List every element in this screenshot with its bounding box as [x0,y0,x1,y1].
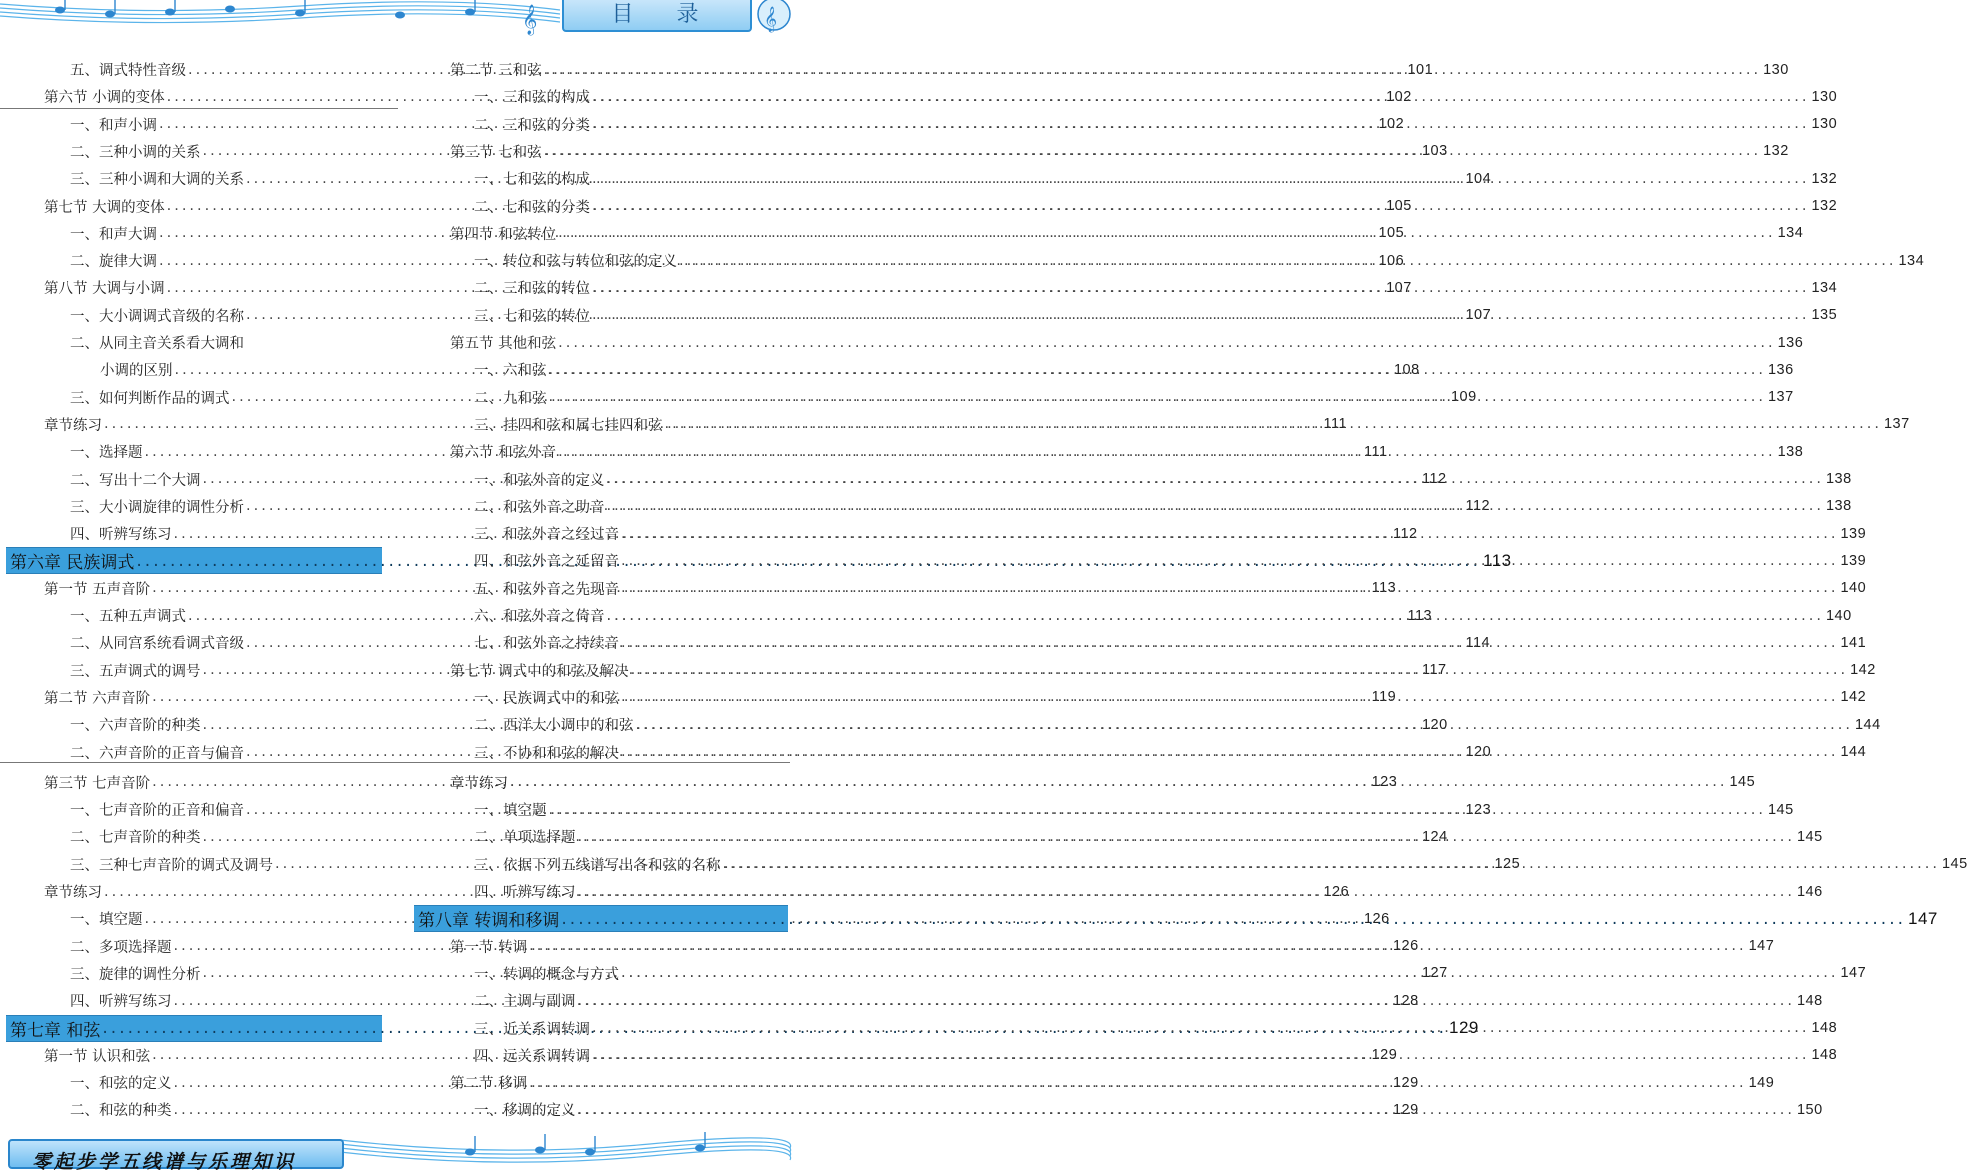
leader-dots [510,774,1727,790]
page-number: 130 [1811,116,1838,133]
leader-dots [592,307,1809,323]
page-number: 101 [1407,61,1434,78]
toc-label: 二、西洋大小调中的和弦 [474,718,634,735]
page-number: 145 [1767,801,1794,818]
page-footer [0,1130,790,1173]
leader-dots [549,362,1766,378]
page-number: 119 [1371,689,1397,706]
page-number: 130 [1811,88,1838,105]
page-number: 144 [1854,716,1881,733]
leader-dots [544,62,1761,78]
page-number: 139 [1840,525,1867,542]
toc-label: 二、六声音阶的正音与偏音 [70,745,244,762]
toc-label: 二、主调与副调 [474,994,576,1011]
leader-dots [636,717,1853,733]
toc-label: 三、挂四和弦和属七挂四和弦 [474,417,663,434]
leader-dots [607,498,1824,514]
page-number: 145 [1729,774,1756,791]
toc-label: 五、调式特性音级 [70,63,186,79]
toc-label: 第七节 调式中的和弦及解决 [450,663,629,680]
page-number: 104 [1465,170,1492,187]
leader-dots [631,662,1848,678]
leader-dots [621,689,1838,705]
leader-dots [558,225,1775,241]
page-number: 125 [1494,856,1521,873]
leader-dots [665,416,1882,432]
page-number: 126 [1363,910,1390,927]
page-number: 114 [1465,634,1491,651]
toc-label: 二、三和弦的分类 [474,117,590,134]
svg-text:𝄞: 𝄞 [764,7,778,32]
leader-dots [679,253,1896,269]
toc-label: 章节练习 [44,885,102,901]
toc-label: 二、从同主音关系看大调和 [70,336,244,352]
page-number: 130 [1763,61,1789,78]
leader-dots [558,444,1775,460]
leader-dots [592,171,1809,187]
leader-dots [592,280,1809,296]
page-number: 108 [1393,361,1420,378]
page-number: 109 [1450,389,1477,406]
page-number: 111 [1323,416,1348,433]
toc-label: 一、填空题 [474,803,547,820]
page-number: 139 [1840,552,1867,569]
leader-dots [607,471,1824,487]
page-number: 132 [1811,170,1838,187]
page-number: 136 [1777,334,1804,351]
toc-label: 一、七声音阶的正音和偏音 [70,803,244,820]
page-number: 102 [1378,116,1405,133]
toc-label: 四、远关系调转调 [474,1048,590,1065]
toc-item[interactable] [70,329,382,356]
page-number: 134 [1777,225,1804,242]
page-number: 127 [1421,965,1448,982]
leader-dots [592,116,1809,132]
page-number: 134 [1811,279,1838,296]
toc-label: 第三节 七声音阶 [44,775,151,792]
toc-label: 三、如何判断作品的调式 [70,390,230,407]
toc-label: 第三节 七和弦 [450,144,542,161]
toc-label: 三、依据下列五线谱写出各和弦的名称 [474,857,721,874]
page-number: 140 [1825,607,1852,624]
toc-label: 三、大小调旋律的调性分析 [70,499,244,516]
toc-label: 三、三种小调和大调的关系 [70,172,244,189]
page-number: 147 [1840,965,1867,982]
toc-label: 二、三种小调的关系 [70,144,201,161]
page-number: 132 [1811,198,1838,214]
leader-dots [544,143,1761,159]
toc-label: 第一节 五声音阶 [44,581,151,598]
page-number: 147 [1908,908,1938,928]
toc-label: 一、民族调式中的和弦 [474,690,619,707]
leader-dots [529,938,1746,954]
toc-label: 四、听辨写练习 [474,885,576,901]
page-number: 113 [1483,550,1512,570]
toc-label: 一、大小调调式音级的名称 [70,308,244,325]
page-number: 136 [1767,361,1794,378]
toc-label: 二、多项选择题 [70,939,172,956]
toc-label: 三、不协和和弦的解决 [474,745,619,762]
page-number: 144 [1840,744,1867,760]
leader-dots [549,802,1766,818]
page-number: 146 [1796,883,1823,900]
toc-label: 二、九和弦 [474,390,547,407]
page-number: 145 [1796,828,1823,845]
page-number: 145 [1941,856,1968,873]
toc-label: 一、和弦的定义 [70,1076,172,1093]
toc-label: 三、三种七声音阶的调式及调号 [70,857,273,874]
divider [0,762,790,763]
page-number: 112 [1392,525,1418,542]
page-number: 112 [1421,471,1447,487]
toc-label: 第七节 大调的变体 [44,199,165,216]
page-number: 129 [1392,1074,1419,1091]
page-number: 107 [1386,279,1412,296]
toc-label: 四、和弦外音之延留音 [474,554,619,571]
page-number: 107 [1465,307,1492,324]
page-number: 149 [1748,1074,1775,1091]
leader-dots [621,526,1838,542]
toc-label: 一、和声小调 [70,117,157,134]
leader-dots [723,856,1940,872]
toc-label: 第二节 六声音阶 [44,690,151,707]
toc-label: 一、六和弦 [474,363,547,380]
toc-label: 二、七声音阶的种类 [70,830,201,847]
toc-label: 第二节 移调 [450,1076,528,1093]
page-number: 112 [1465,498,1491,515]
page-number: 106 [1378,252,1405,269]
leader-dots [578,829,1795,845]
svg-text:𝄞: 𝄞 [522,5,538,35]
page-number: 120 [1421,716,1448,733]
page-number: 111 [1363,443,1388,460]
toc-label: 一、填空题 [70,912,143,929]
leader-dots [592,1047,1809,1063]
page-number: 129 [1392,1101,1419,1118]
page-number: 117 [1421,662,1447,679]
toc-label: 二、旋律大调 [70,254,157,271]
divider [0,108,398,109]
toc-label: 第六节 小调的变体 [44,90,165,107]
page-number: 126 [1323,883,1350,900]
toc-label: 一、五种五声调式 [70,609,186,625]
leader-dots [578,993,1795,1009]
toc-label: 五、和弦外音之先现音 [474,581,619,598]
toc-label: 第八节 大调与小调 [44,281,165,298]
toc-label: 第七章 和弦 [10,1020,101,1041]
page-number: 105 [1386,198,1412,214]
toc-label: 第八章 转调和移调 [418,911,560,932]
page-number: 148 [1811,1047,1838,1064]
page-title: 目 录 [562,0,752,32]
page-number: 126 [1392,938,1419,955]
page-number: 103 [1421,143,1448,160]
toc-label: 一、转调的概念与方式 [474,966,619,983]
toc-label: 一、和弦外音的定义 [474,472,605,489]
leader-dots [529,1075,1746,1091]
page-number: 124 [1421,828,1448,845]
toc-label: 章节练习 [44,417,102,434]
toc-label: 二、和弦的种类 [70,1103,172,1120]
leader-dots [621,744,1838,760]
toc-label: 六、和弦外音之倚音 [474,609,605,625]
leader-dots [578,1102,1795,1118]
page-number: 150 [1796,1101,1823,1118]
leader-dots [621,580,1838,596]
toc-label: 一、移调的定义 [474,1103,576,1120]
toc-label: 三、和弦外音之经过音 [474,527,619,544]
toc-label: 第四节 和弦转位 [450,226,557,243]
toc-label: 一、转位和弦与转位和弦的定义 [474,254,677,271]
page-number: 140 [1840,580,1867,597]
toc-label: 二、从同宫系统看调式音级 [70,636,244,653]
toc-label: 一、三和弦的构成 [474,90,590,107]
toc-label: 三、近关系调转调 [474,1021,590,1038]
toc-label: 第一节 认识和弦 [44,1048,151,1065]
toc-label: 二、七和弦的分类 [474,199,590,216]
toc-label: 第二节 三和弦 [450,63,542,79]
toc-label: 二、三和弦的转位 [474,281,590,298]
page-number: 147 [1748,938,1775,955]
page-number: 135 [1811,307,1838,324]
leader-dots [578,884,1795,900]
toc-label: 二、单项选择题 [474,830,576,847]
toc-section[interactable] [450,329,1804,356]
page-number: 113 [1407,607,1433,624]
toc-label: 七、和弦外音之持续音 [474,636,619,653]
leader-dots [592,1020,1809,1036]
leader-dots [621,550,1838,570]
page-number: 137 [1767,389,1794,406]
footer-banner [8,1139,344,1173]
toc-label: 三、旋律的调性分析 [70,966,201,983]
toc-label: 小调的区别 [100,363,173,380]
page-number: 123 [1465,801,1492,818]
toc-label: 第五节 其他和弦 [450,336,557,352]
toc-label: 章节练习 [450,775,508,792]
toc-label: 四、听辨写练习 [70,994,172,1011]
page-number: 134 [1898,252,1925,269]
page-number: 138 [1825,498,1852,515]
leader-dots [621,965,1838,981]
leader-dots [561,909,1906,929]
toc-label: 三、五声调式的调号 [70,663,201,680]
toc-label: 第一节 转调 [450,939,528,956]
page-number: 128 [1392,992,1419,1009]
page-number: 132 [1763,143,1789,160]
page-number: 138 [1777,443,1804,460]
toc-label: 一、六声音阶的种类 [70,718,201,735]
page-number: 142 [1840,689,1867,706]
page-number: 137 [1883,416,1910,433]
leader-dots [607,608,1824,624]
page-number: 129 [1449,1018,1479,1037]
leader-dots [592,198,1809,214]
leader-dots [592,89,1809,105]
toc-label: 一、七和弦的构成 [474,172,590,189]
page-number: 102 [1386,88,1412,105]
toc-label: 二、和弦外音之助音 [474,499,605,516]
book-title: 零起步学五线谱与乐理知识 [32,1151,297,1173]
page-number: 148 [1811,1020,1838,1036]
toc-label: 四、听辨写练习 [70,527,172,544]
page-number: 142 [1850,662,1876,679]
leader-dots [549,389,1766,405]
page-number: 138 [1825,471,1852,487]
page-number: 113 [1371,580,1397,597]
toc-label: 三、七和弦的转位 [474,308,590,325]
page-number: 123 [1371,774,1398,791]
leader-dots [621,635,1838,651]
toc-label: 二、写出十二个大调 [70,472,201,489]
leader-dots [558,335,1775,351]
page-number: 120 [1465,744,1492,760]
page-number: 105 [1378,225,1405,242]
toc-label: 一、和声大调 [70,226,157,243]
page-header [0,0,790,34]
toc-label: 第六节 和弦外音 [450,445,557,462]
page-number: 129 [1371,1047,1398,1064]
toc-label: 第六章 民族调式 [10,553,135,574]
toc-label: 一、选择题 [70,445,143,462]
page-number: 141 [1840,634,1867,651]
page-number: 148 [1796,992,1823,1009]
